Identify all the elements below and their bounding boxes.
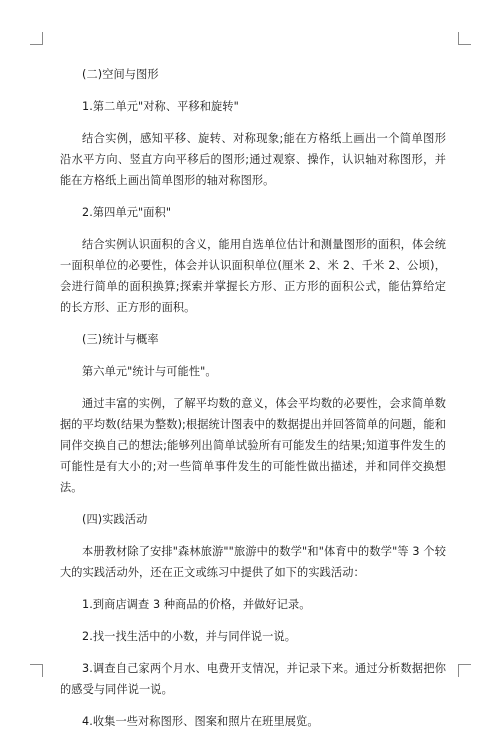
crop-mark-bottom-left: [30, 664, 43, 677]
document-body: [60, 64, 446, 743]
list-item-activity-3: 3.调查自己家两个月水、电费开支情况，并记录下来。通过分析数据把你的感受与同伴说一说。: [60, 662, 446, 696]
list-item-activity-2: 2.找一找生活中的小数，并与同伴说一说。: [82, 630, 297, 643]
unit-heading-symmetry: 1.第二单元"对称、平移和旋转": [82, 100, 239, 113]
unit-heading-statistics: 第六单元"统计与可能性"。: [82, 365, 217, 378]
crop-mark-top-left: [30, 32, 43, 45]
paragraph-practice-intro: 本册教材除了安排"森林旅游""旅游中的数学"和"体育中的数学"等 3 个较大的实践活动外，还在正文或练习中提供了如下的实践活动：: [60, 545, 446, 579]
paragraph-symmetry: 结合实例，感知平移、旋转、对称现象;能在方格纸上画出一个简单图形沿水平方向、竖直方向平移后的图形;通过观察、操作，认识轴对称图形，并能在方格纸上画出简单图形的轴对称图形。: [60, 132, 446, 187]
paragraph-area: 结合实例认识面积的含义，能用自选单位估计和测量图形的面积，体会统一面积单位的必要性，体会并认识面积单位(厘米 2、米 2、千米 2、公顷)，会进行简单的面积换算;探索并掌握长方形、正方形的面积公式，能估算给定的长方形、正方形的面积。: [60, 238, 446, 314]
crop-mark-bottom-right: [458, 664, 471, 677]
list-item-activity-4: 4.收集一些对称图形、图案和照片在班里展览。: [82, 715, 319, 728]
section-heading-practice: (四)实践活动: [82, 513, 148, 526]
paragraph-statistics: 通过丰富的实例，了解平均数的意义，体会平均数的必要性，会求简单数据的平均数(结果为整数);根据统计图表中的数据提出并回答简单的问题，能和同伴交换自己的想法;能够列出简单试验所有可能发生的结果;知道事件发生的可能性是有大小的;对一些简单事件发生的可能性做出描述，并和同伴交换想法。: [60, 397, 446, 494]
unit-heading-area: 2.第四单元"面积": [82, 206, 172, 219]
section-heading-statistics: (三)统计与概率: [82, 333, 159, 346]
crop-mark-top-right: [458, 32, 471, 45]
section-heading-space-and-shapes: (二)空间与图形: [82, 68, 159, 81]
list-item-activity-1: 1.到商店调查 3 种商品的价格，并做好记录。: [82, 598, 311, 611]
